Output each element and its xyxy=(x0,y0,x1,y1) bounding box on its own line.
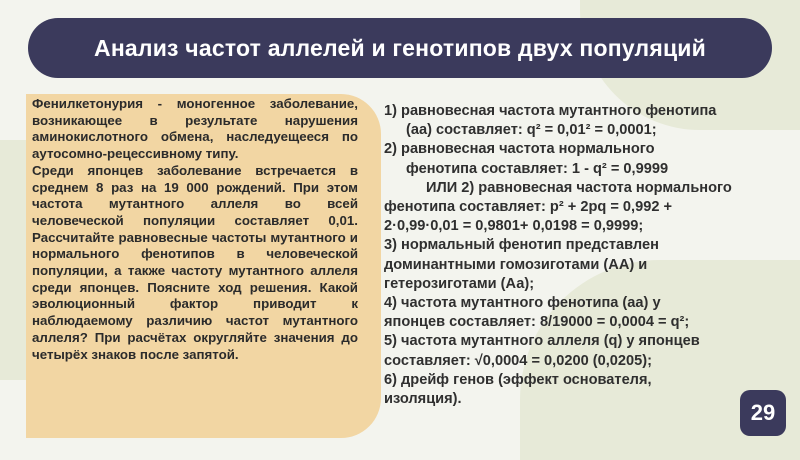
problem-paragraph-1: Фенилкетонурия - моногенное заболевание, возникающее в результате нарушения аминокислотного обмена, наследуещееся по аутосомно-рецессивному типу. xyxy=(32,96,358,162)
title-bar xyxy=(28,18,772,78)
solution-line: изоляция). xyxy=(384,391,462,408)
solution-line: 5) частота мутантного аллеля (q) у японцев xyxy=(384,333,700,350)
solution-line: фенотипа составляет: 1 - q² = 0,9999 xyxy=(406,160,669,177)
solution-line: 4) частота мутантного фенотипа (аа) у xyxy=(384,295,661,312)
solution-line: (аа) составляет: q² = 0,01² = 0,0001; xyxy=(406,122,657,139)
problem-text xyxy=(32,96,358,363)
page-number-badge: 29 xyxy=(740,390,786,436)
solution-line: 3) нормальный фенотип представлен xyxy=(384,237,659,254)
slide-title: Анализ частот аллелей и генотипов двух популяций xyxy=(94,34,706,61)
solution-line: 1) равновесная частота мутантного фенотипа xyxy=(384,103,717,119)
solution-text xyxy=(384,102,776,409)
solution-line: составляет: √0,0004 = 0,0200 (0,0205); xyxy=(384,352,652,369)
solution-line: гетерозиготами (Аа); xyxy=(384,275,535,292)
solution-line: 2) равновесная частота нормального xyxy=(384,141,655,158)
solution-line: 6) дрейф генов (эффект основателя, xyxy=(384,371,652,388)
solution-line: доминантными гомозиготами (АА) и xyxy=(384,256,648,273)
solution-line: 2·0,99·0,01 = 0,9801+ 0,0198 = 0,9999; xyxy=(384,218,644,235)
problem-paragraph-2: Среди японцев заболевание встречается в среднем 8 раз на 19 000 рождений. При этом частота мутантного аллеля во всей человеческой популяции составляет 0,01. Рассчитайте равновесные частоты мутантного и нормального фенотипов в человеческой популяции, а также частоту мутантного аллеля среди японцев. Поясните ход решения. Какой эволюционный фактор приводит к наблюдаемому различию частот мутантного аллеля? При расчётах округляйте значения до четырёх знаков после запятой. xyxy=(32,162,358,362)
solution-line: японцев составляет: 8/19000 = 0,0004 = q²; xyxy=(384,314,690,331)
solution-line: фенотипа составляет: р² + 2pq = 0,992 + xyxy=(384,199,673,216)
solution-line: ИЛИ 2) равновесная частота нормального xyxy=(426,179,732,196)
